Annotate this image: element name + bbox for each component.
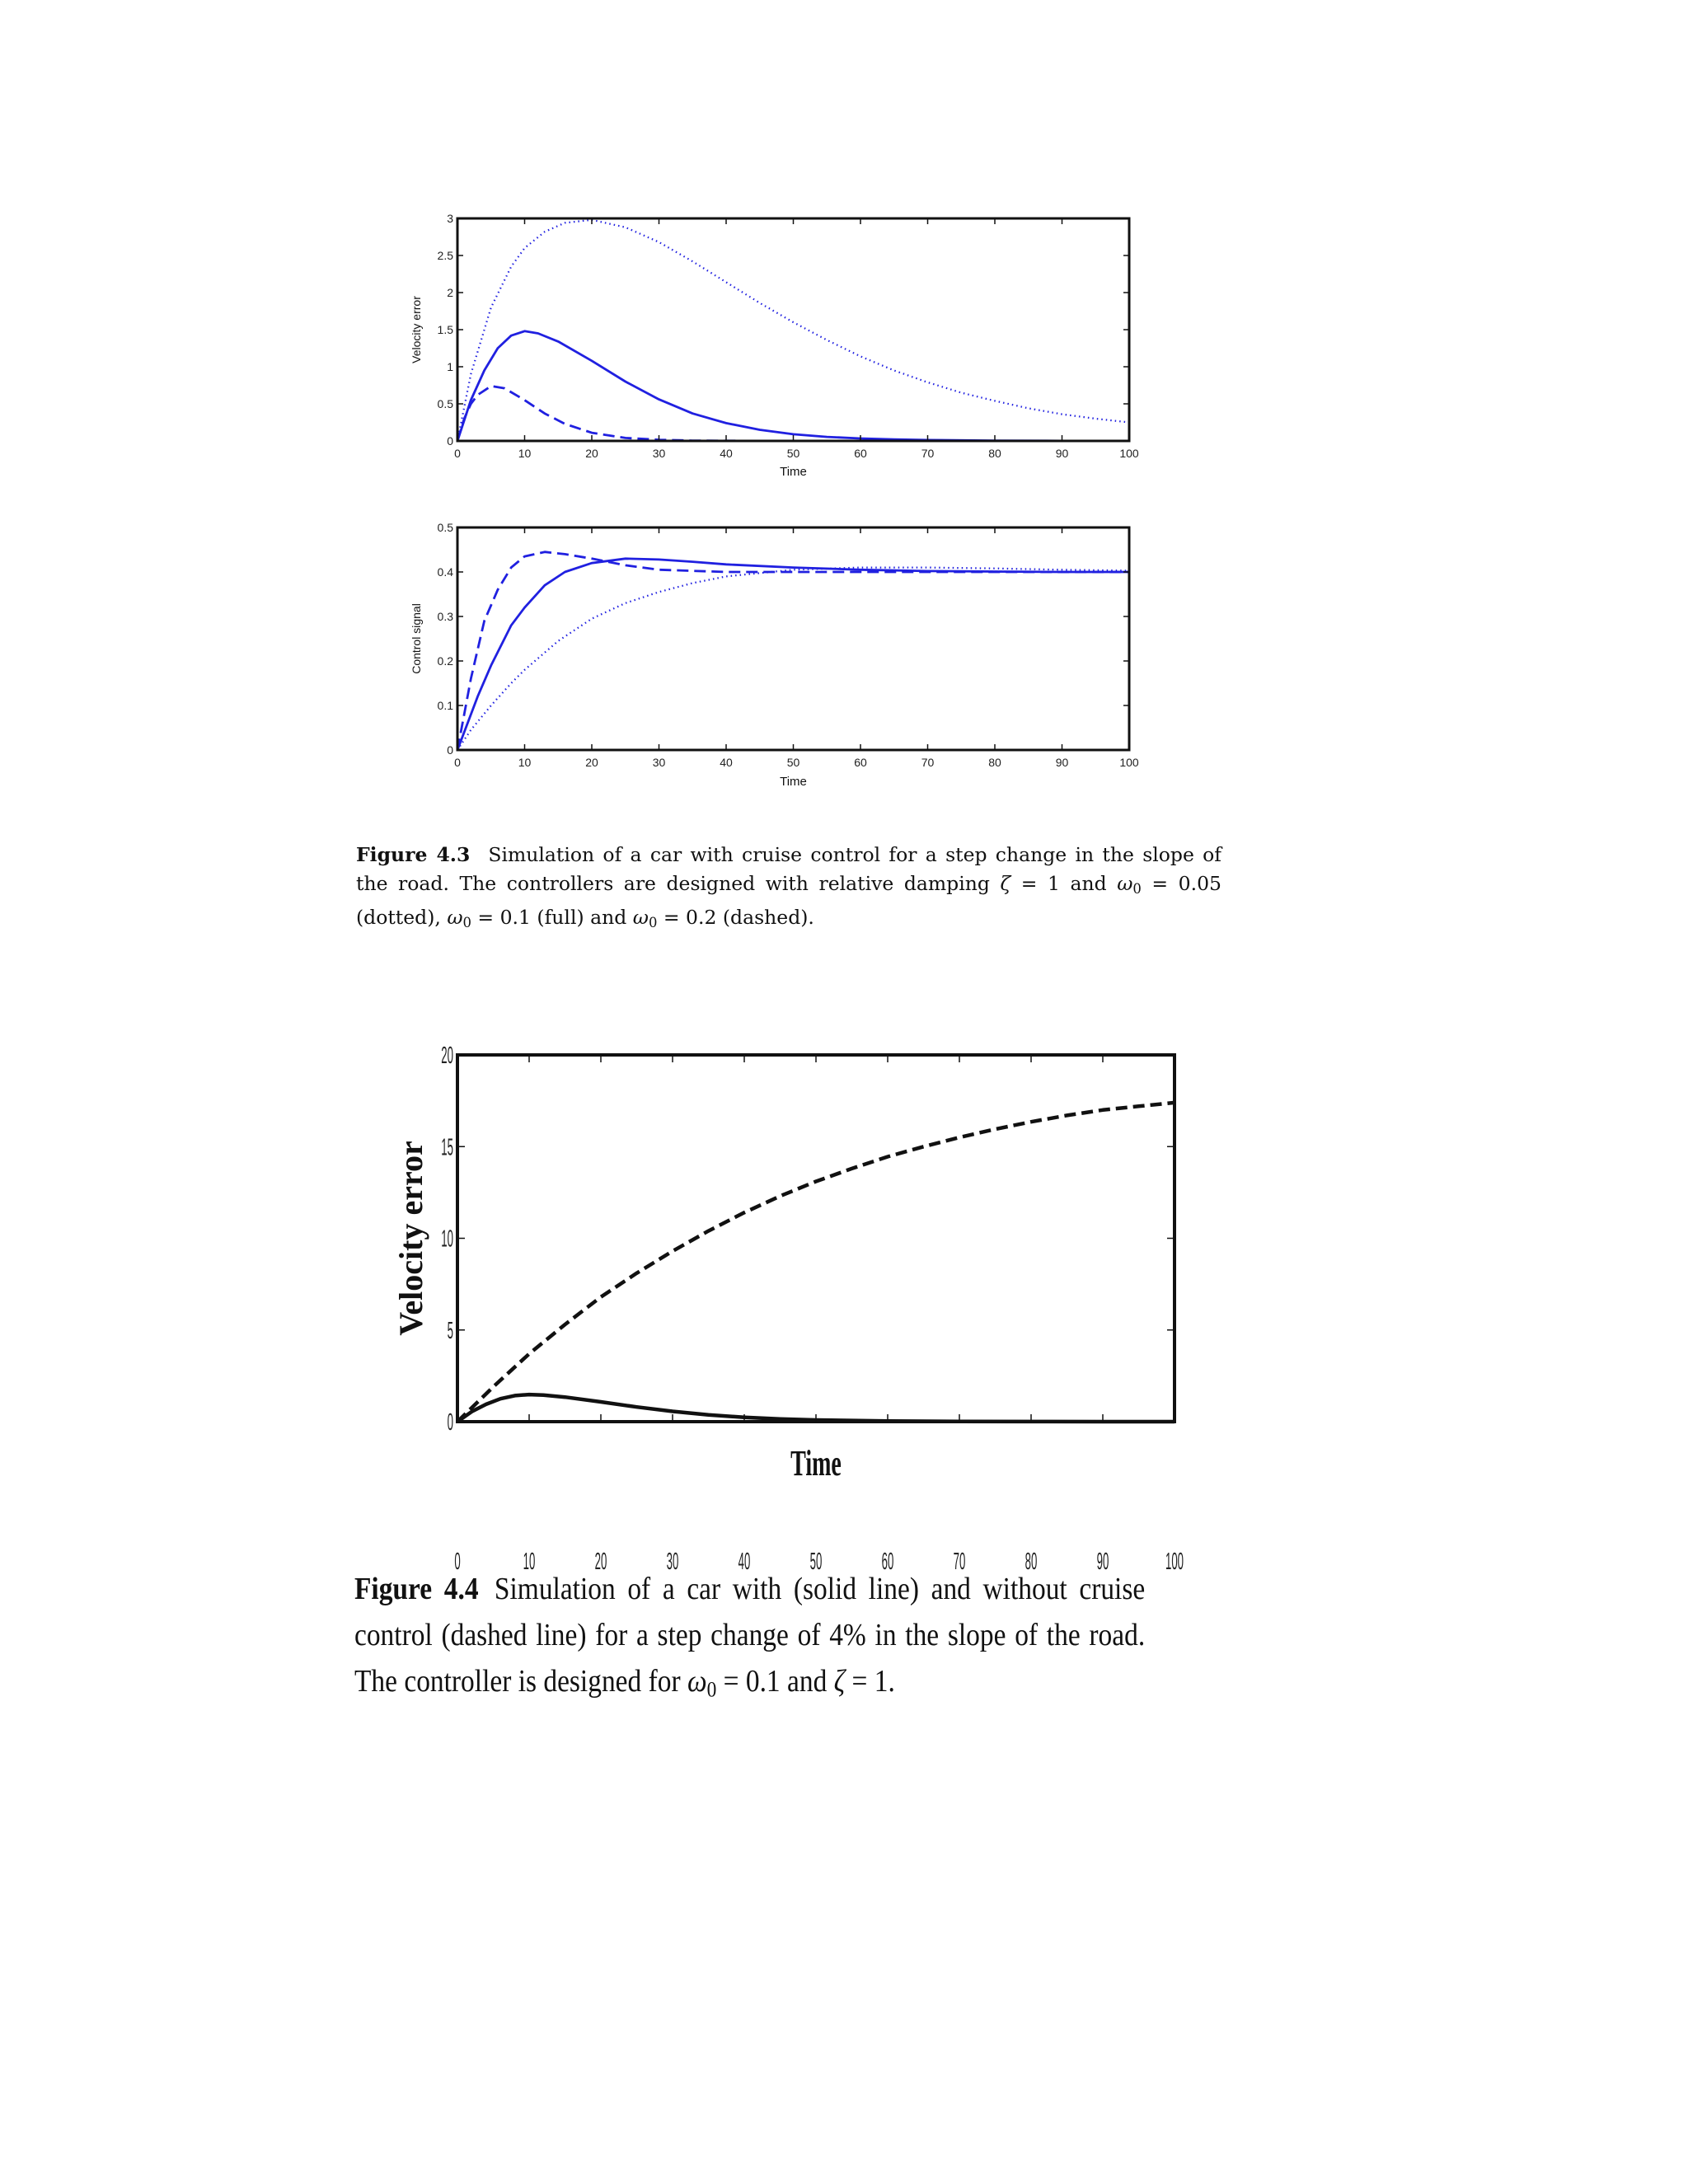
caption-text: = 1. xyxy=(845,1664,895,1699)
x-tick-label: 30 xyxy=(652,447,666,460)
series-line-dotted xyxy=(457,568,1129,750)
y-tick-label: 1 xyxy=(447,359,453,373)
y-axis-label: Control signal xyxy=(410,603,423,674)
x-tick-label: 0 xyxy=(454,756,461,769)
caption-text: (dotted), xyxy=(356,906,448,930)
control-signal-chart-fig43 xyxy=(404,507,1146,791)
figure-4-4-caption xyxy=(354,1566,1145,1713)
caption-text: = 1 and xyxy=(1010,872,1118,895)
caption-text: = 0.1 and xyxy=(716,1664,834,1699)
plot-frame xyxy=(457,218,1129,441)
x-tick-label: 40 xyxy=(720,447,733,460)
caption-text: = 0.05 xyxy=(1141,872,1221,895)
x-tick-label: 30 xyxy=(666,1548,679,1575)
x-tick-label: 20 xyxy=(585,756,598,769)
caption-text: = 0.1 (full) and xyxy=(471,906,633,930)
y-tick-label: 0 xyxy=(447,1408,453,1436)
x-tick-label: 70 xyxy=(921,447,935,460)
x-tick-label: 60 xyxy=(854,756,867,769)
series-line-dashed xyxy=(457,1103,1175,1422)
x-tick-label: 50 xyxy=(809,1548,823,1575)
x-tick-label: 90 xyxy=(1096,1548,1109,1575)
x-tick-label: 40 xyxy=(738,1548,751,1575)
y-tick-label: 1.5 xyxy=(437,322,453,336)
figure-4-3-label: Figure 4.3 xyxy=(356,843,471,866)
plot-frame xyxy=(457,527,1129,750)
x-tick-label: 80 xyxy=(1025,1548,1038,1575)
x-tick-label: 70 xyxy=(921,756,935,769)
x-tick-label: 100 xyxy=(1165,1548,1184,1575)
x-tick-label: 60 xyxy=(881,1548,894,1575)
x-tick-label: 20 xyxy=(585,447,598,460)
omega-symbol: ω xyxy=(687,1664,707,1699)
omega-subscript: 0 xyxy=(462,915,471,931)
caption-text: Simulation of a car with (solid line) and without cruise control (dashed line) for a step change of 4% in the slope of the road. The controller is designed for xyxy=(354,1572,1146,1699)
y-tick-label: 0.2 xyxy=(437,654,453,668)
zeta-symbol: ζ xyxy=(833,1664,846,1699)
omega-subscript: 0 xyxy=(1132,881,1142,898)
x-tick-label: 100 xyxy=(1119,447,1139,460)
omega-symbol: ω xyxy=(632,906,649,930)
omega-symbol: ω xyxy=(447,906,463,930)
velocity-error-chart-fig44 xyxy=(387,1030,1212,1575)
y-tick-label: 10 xyxy=(441,1225,453,1252)
x-tick-label: 70 xyxy=(953,1548,966,1575)
x-tick-label: 60 xyxy=(854,447,867,460)
x-tick-label: 80 xyxy=(988,756,1001,769)
y-tick-label: 0 xyxy=(447,434,453,448)
x-axis-label: Time xyxy=(780,465,807,479)
x-tick-label: 90 xyxy=(1055,447,1069,460)
y-tick-label: 2.5 xyxy=(437,248,453,262)
caption-text: Simulation of a car with cruise control for a step change in the slope of the road. The controllers are designed with relative damping xyxy=(356,843,1221,895)
plot-frame xyxy=(457,1055,1175,1422)
figure-4-3-caption xyxy=(356,841,1221,937)
velocity-error-chart-fig43 xyxy=(404,202,1146,482)
figure-4-4-label: Figure 4.4 xyxy=(354,1572,479,1606)
omega-subscript: 0 xyxy=(648,915,658,931)
y-tick-label: 0 xyxy=(447,743,453,757)
zeta-symbol: ζ xyxy=(1000,872,1011,895)
y-tick-label: 3 xyxy=(447,211,453,225)
y-tick-label: 0.5 xyxy=(437,520,453,534)
x-tick-label: 10 xyxy=(523,1548,536,1575)
x-tick-label: 30 xyxy=(652,756,666,769)
x-tick-label: 90 xyxy=(1055,756,1069,769)
x-tick-label: 50 xyxy=(786,756,800,769)
omega-symbol: ω xyxy=(1117,872,1133,895)
y-tick-label: 0.3 xyxy=(437,609,453,623)
x-tick-label: 10 xyxy=(518,447,532,460)
series-line-solid xyxy=(457,559,1129,750)
x-tick-label: 50 xyxy=(786,447,800,460)
y-tick-label: 5 xyxy=(447,1317,453,1344)
x-axis-label: Time xyxy=(780,775,807,789)
series-line-dashed xyxy=(457,552,1129,750)
y-tick-label: 0.5 xyxy=(437,396,453,410)
x-tick-label: 0 xyxy=(454,1548,461,1575)
caption-text: = 0.2 (dashed). xyxy=(657,906,814,930)
x-tick-label: 10 xyxy=(518,756,532,769)
y-tick-label: 0.1 xyxy=(437,698,453,712)
series-line-dashed xyxy=(457,386,1129,441)
y-tick-label: 0.4 xyxy=(437,565,453,579)
y-axis-label: Velocity error xyxy=(392,1141,429,1336)
x-tick-label: 100 xyxy=(1119,756,1139,769)
series-line-solid xyxy=(457,331,1129,441)
x-axis-label: Time xyxy=(790,1442,842,1483)
x-tick-label: 0 xyxy=(454,447,461,460)
x-tick-label: 80 xyxy=(988,447,1001,460)
y-tick-label: 20 xyxy=(441,1042,453,1069)
omega-subscript: 0 xyxy=(706,1676,717,1702)
y-tick-label: 2 xyxy=(447,285,453,299)
y-tick-label: 15 xyxy=(441,1133,453,1160)
series-line-dotted xyxy=(457,220,1129,441)
x-tick-label: 20 xyxy=(594,1548,607,1575)
y-axis-label: Velocity error xyxy=(410,296,423,363)
x-tick-label: 40 xyxy=(720,756,733,769)
